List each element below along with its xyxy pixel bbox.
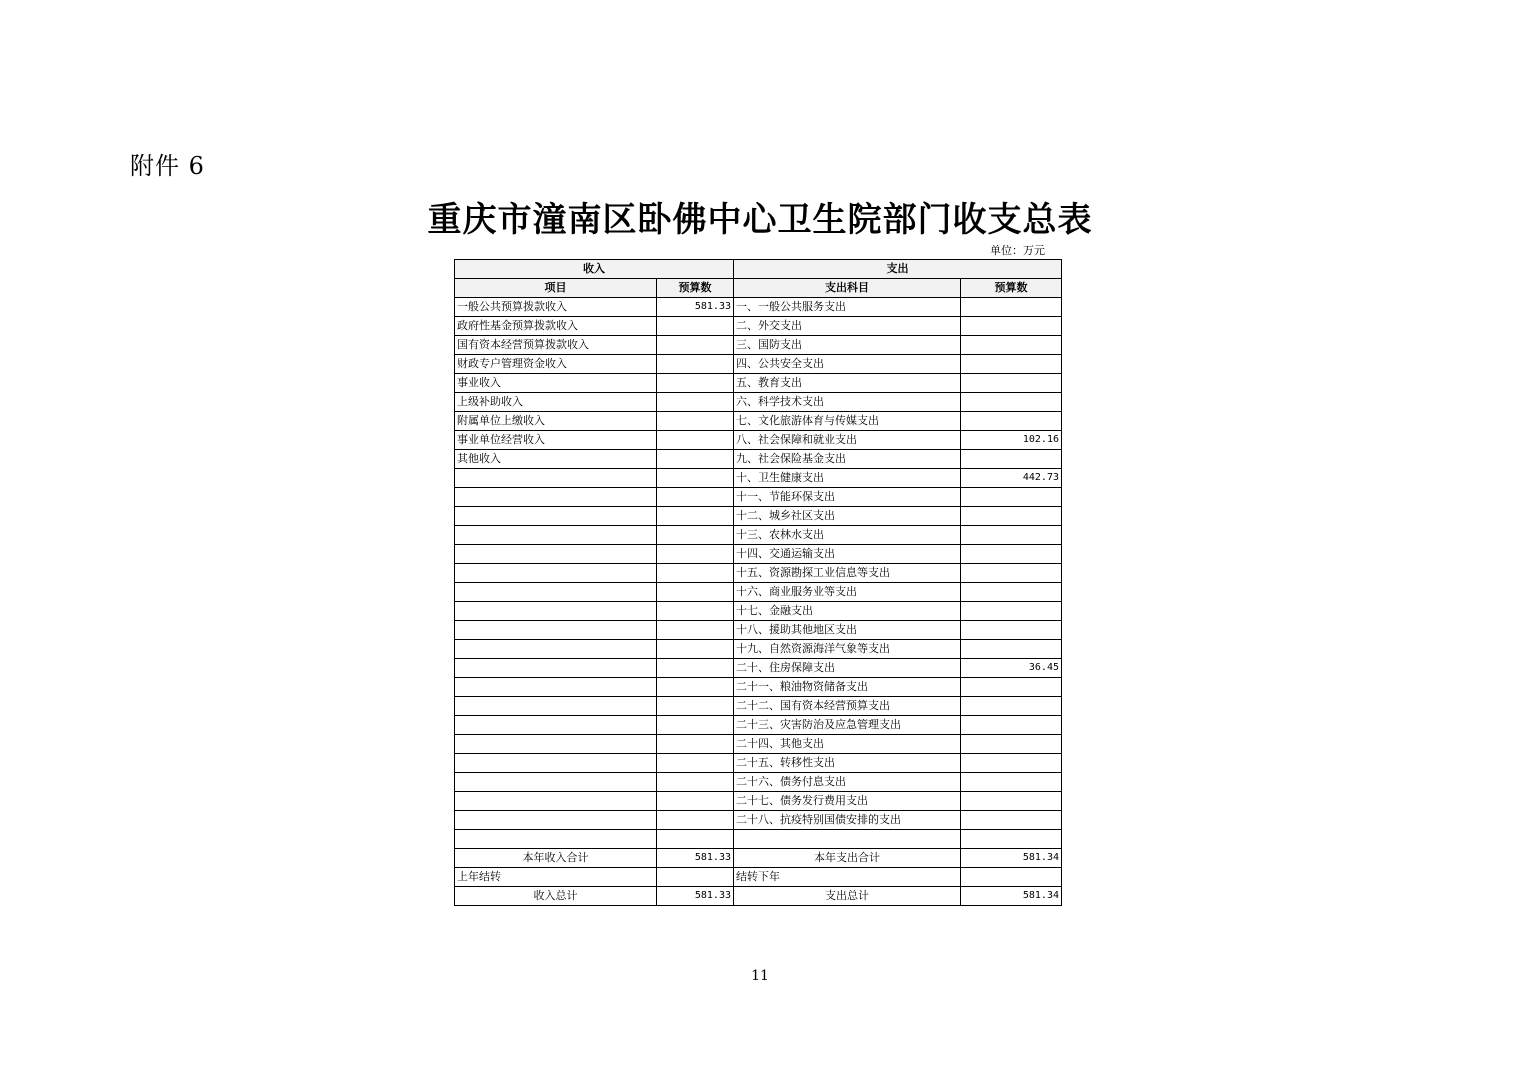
expense-item-cell: 十三、农林水支出 <box>734 526 961 545</box>
expense-value-cell: 102.16 <box>961 431 1062 450</box>
expense-item-cell: 二十二、国有资本经营预算支出 <box>734 697 961 716</box>
expense-value-cell <box>961 450 1062 469</box>
income-value-cell <box>657 469 734 488</box>
expense-item-cell: 十八、援助其他地区支出 <box>734 621 961 640</box>
expense-item-cell: 二十四、其他支出 <box>734 735 961 754</box>
table-row <box>455 678 1062 697</box>
income-value-cell <box>657 754 734 773</box>
income-value-cell <box>657 621 734 640</box>
income-item-cell: 事业单位经营收入 <box>455 431 657 450</box>
income-value-cell <box>657 697 734 716</box>
expense-value-cell <box>961 792 1062 811</box>
expense-item-cell: 六、科学技术支出 <box>734 393 961 412</box>
income-value-cell <box>657 412 734 431</box>
income-item-cell <box>455 716 657 735</box>
income-item-cell: 政府性基金预算拨款收入 <box>455 317 657 336</box>
income-item-cell <box>455 697 657 716</box>
income-item-cell: 其他收入 <box>455 450 657 469</box>
income-value-cell <box>657 811 734 830</box>
income-item-cell <box>455 564 657 583</box>
expense-value-cell <box>961 564 1062 583</box>
expense-item-cell: 八、社会保障和就业支出 <box>734 431 961 450</box>
budget-table <box>454 259 1062 906</box>
attachment-label: 附件 6 <box>130 152 205 180</box>
income-value-cell <box>657 678 734 697</box>
expense-value-cell <box>961 336 1062 355</box>
table-row <box>455 640 1062 659</box>
income-value-cell <box>657 640 734 659</box>
expense-value-cell <box>961 355 1062 374</box>
income-item-cell: 附属单位上缴收入 <box>455 412 657 431</box>
table-row <box>455 298 1062 317</box>
income-value-cell <box>657 431 734 450</box>
total-expense-label: 支出总计 <box>734 887 961 906</box>
income-value-cell <box>657 393 734 412</box>
income-value-cell <box>657 735 734 754</box>
table-row <box>455 697 1062 716</box>
expense-value-cell <box>961 754 1062 773</box>
expense-value-cell <box>961 317 1062 336</box>
table-row <box>455 602 1062 621</box>
year-income-label: 本年收入合计 <box>455 849 657 868</box>
expense-value-cell <box>961 602 1062 621</box>
expense-item-cell: 十六、商业服务业等支出 <box>734 583 961 602</box>
total-expense-value: 581.34 <box>961 887 1062 906</box>
table-row <box>455 450 1062 469</box>
expense-value-cell <box>961 298 1062 317</box>
expense-item-cell: 一、一般公共服务支出 <box>734 298 961 317</box>
income-item-cell <box>455 526 657 545</box>
expense-item-header: 支出科目 <box>734 279 961 298</box>
expense-item-cell: 二十六、债务付息支出 <box>734 773 961 792</box>
expense-value-cell <box>961 640 1062 659</box>
table-row <box>455 488 1062 507</box>
table-row <box>455 621 1062 640</box>
income-item-cell: 财政专户管理资金收入 <box>455 355 657 374</box>
income-value-cell <box>657 355 734 374</box>
total-income-label: 收入总计 <box>455 887 657 906</box>
income-value-cell <box>657 564 734 583</box>
table-row <box>455 792 1062 811</box>
income-item-cell <box>455 583 657 602</box>
income-value-cell <box>657 374 734 393</box>
total-income-value: 581.33 <box>657 887 734 906</box>
table-row <box>455 754 1062 773</box>
income-item-cell: 事业收入 <box>455 374 657 393</box>
expense-item-cell: 十四、交通运输支出 <box>734 545 961 564</box>
table-row <box>455 545 1062 564</box>
carry-row <box>455 868 1062 887</box>
expense-item-cell: 二十七、债务发行费用支出 <box>734 792 961 811</box>
expense-value-cell: 442.73 <box>961 469 1062 488</box>
table-row <box>455 583 1062 602</box>
income-item-cell <box>455 830 657 849</box>
expense-value-cell <box>961 811 1062 830</box>
expense-value-cell <box>961 374 1062 393</box>
income-item-header: 项目 <box>455 279 657 298</box>
income-value-cell <box>657 792 734 811</box>
income-value-cell <box>657 830 734 849</box>
expense-item-cell: 十五、资源勘探工业信息等支出 <box>734 564 961 583</box>
unit-label: 单位：万元 <box>990 244 1045 257</box>
expense-value-cell <box>961 393 1062 412</box>
income-value-cell: 581.33 <box>657 298 734 317</box>
expense-item-cell: 二、外交支出 <box>734 317 961 336</box>
expense-item-cell: 三、国防支出 <box>734 336 961 355</box>
income-item-cell <box>455 735 657 754</box>
table-row <box>455 393 1062 412</box>
income-item-cell <box>455 659 657 678</box>
expense-value-cell <box>961 488 1062 507</box>
expense-item-cell: 十九、自然资源海洋气象等支出 <box>734 640 961 659</box>
table-row <box>455 830 1062 849</box>
expense-value-cell <box>961 583 1062 602</box>
expense-item-cell: 二十三、灾害防治及应急管理支出 <box>734 716 961 735</box>
income-value-cell <box>657 602 734 621</box>
income-item-cell <box>455 507 657 526</box>
income-value-cell <box>657 545 734 564</box>
expense-item-cell: 七、文化旅游体育与传媒支出 <box>734 412 961 431</box>
page-title: 重庆市潼南区卧佛中心卫生院部门收支总表 <box>427 200 1093 240</box>
income-value-cell <box>657 659 734 678</box>
expense-value-cell <box>961 773 1062 792</box>
table-row <box>455 317 1062 336</box>
expense-item-cell <box>734 830 961 849</box>
income-value-cell <box>657 526 734 545</box>
grand-total-row <box>455 887 1062 906</box>
carry-out-value <box>961 868 1062 887</box>
carry-out-label: 结转下年 <box>734 868 961 887</box>
expense-item-cell: 五、教育支出 <box>734 374 961 393</box>
column-header-row <box>455 279 1062 298</box>
expense-value-cell <box>961 678 1062 697</box>
expense-value-cell <box>961 697 1062 716</box>
income-item-cell: 一般公共预算拨款收入 <box>455 298 657 317</box>
income-item-cell <box>455 773 657 792</box>
expense-item-cell: 二十五、转移性支出 <box>734 754 961 773</box>
expense-value-cell <box>961 507 1062 526</box>
income-value-cell <box>657 336 734 355</box>
table-row <box>455 507 1062 526</box>
expense-item-cell: 十、卫生健康支出 <box>734 469 961 488</box>
table-row <box>455 659 1062 678</box>
income-value-cell <box>657 773 734 792</box>
expense-budget-header: 预算数 <box>961 279 1062 298</box>
income-budget-header: 预算数 <box>657 279 734 298</box>
expense-value-cell <box>961 412 1062 431</box>
table-row <box>455 412 1062 431</box>
table-row <box>455 355 1062 374</box>
expense-item-cell: 十二、城乡社区支出 <box>734 507 961 526</box>
carry-in-value <box>657 868 734 887</box>
group-header-row <box>455 260 1062 279</box>
expense-value-cell <box>961 830 1062 849</box>
expense-value-cell <box>961 735 1062 754</box>
carry-in-label: 上年结转 <box>455 868 657 887</box>
year-expense-value: 581.34 <box>961 849 1062 868</box>
income-item-cell <box>455 792 657 811</box>
table-row <box>455 374 1062 393</box>
table-row <box>455 526 1062 545</box>
expense-item-cell: 十一、节能环保支出 <box>734 488 961 507</box>
income-item-cell <box>455 811 657 830</box>
page-number: 11 <box>751 968 769 984</box>
expense-value-cell <box>961 526 1062 545</box>
table-row <box>455 469 1062 488</box>
year-total-row <box>455 849 1062 868</box>
income-value-cell <box>657 488 734 507</box>
income-value-cell <box>657 450 734 469</box>
income-item-cell <box>455 678 657 697</box>
table-row <box>455 431 1062 450</box>
expense-value-cell <box>961 716 1062 735</box>
income-item-cell <box>455 602 657 621</box>
year-expense-label: 本年支出合计 <box>734 849 961 868</box>
income-group-header: 收入 <box>455 260 734 279</box>
income-value-cell <box>657 317 734 336</box>
expense-item-cell: 二十八、抗疫特别国债安排的支出 <box>734 811 961 830</box>
table-row <box>455 773 1062 792</box>
income-item-cell <box>455 545 657 564</box>
table-row <box>455 336 1062 355</box>
income-item-cell: 上级补助收入 <box>455 393 657 412</box>
expense-item-cell: 四、公共安全支出 <box>734 355 961 374</box>
income-item-cell: 国有资本经营预算拨款收入 <box>455 336 657 355</box>
expense-item-cell: 十七、金融支出 <box>734 602 961 621</box>
expense-value-cell <box>961 545 1062 564</box>
expense-item-cell: 九、社会保险基金支出 <box>734 450 961 469</box>
income-item-cell <box>455 488 657 507</box>
income-item-cell <box>455 640 657 659</box>
expense-group-header: 支出 <box>734 260 1062 279</box>
expense-item-cell: 二十一、粮油物资储备支出 <box>734 678 961 697</box>
income-value-cell <box>657 716 734 735</box>
income-item-cell <box>455 621 657 640</box>
income-value-cell <box>657 583 734 602</box>
income-item-cell <box>455 469 657 488</box>
table-row <box>455 716 1062 735</box>
income-value-cell <box>657 507 734 526</box>
expense-value-cell: 36.45 <box>961 659 1062 678</box>
expense-item-cell: 二十、住房保障支出 <box>734 659 961 678</box>
table-row <box>455 735 1062 754</box>
income-item-cell <box>455 754 657 773</box>
table-row <box>455 564 1062 583</box>
year-income-value: 581.33 <box>657 849 734 868</box>
table-row <box>455 811 1062 830</box>
expense-value-cell <box>961 621 1062 640</box>
